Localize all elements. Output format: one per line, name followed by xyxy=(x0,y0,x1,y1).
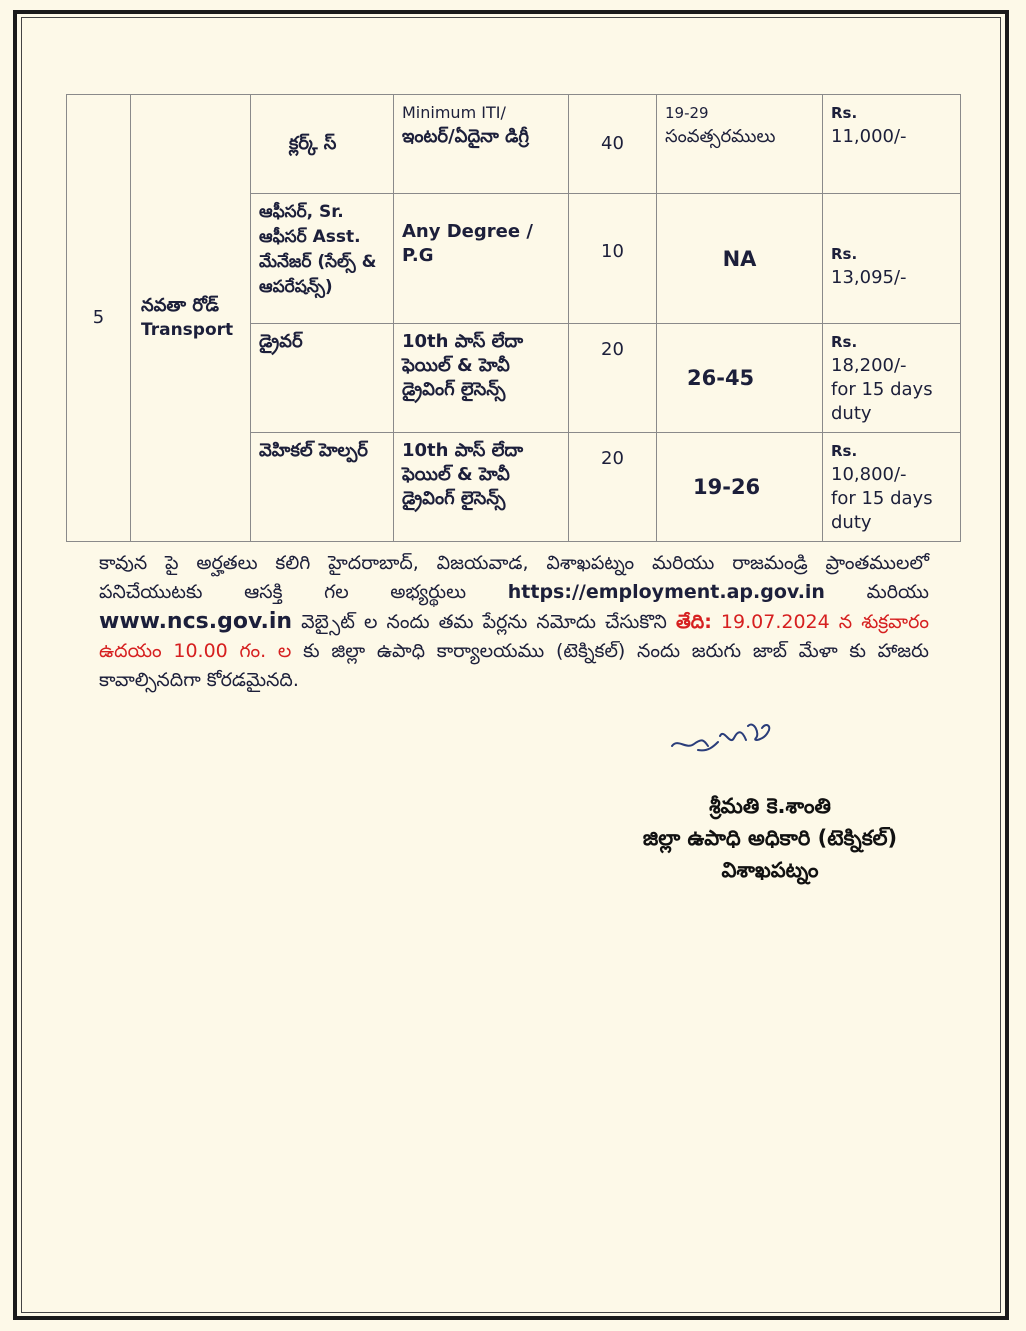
post-name-line: మేనేజర్ (సేల్స్ & xyxy=(259,252,377,272)
post-name-line: ఆఫీసర్ Asst. xyxy=(259,227,361,247)
salary-amount: 18,200/- xyxy=(831,355,907,376)
salary-note: for 15 days duty xyxy=(831,379,933,424)
age-limit: NA xyxy=(657,194,823,324)
officer-place: విశాఖపట్నం xyxy=(721,858,819,882)
post-name xyxy=(251,194,394,324)
officer-name: శ్రీమతి కె.శాంతి xyxy=(709,794,831,818)
notice-text: కు జిల్లా ఉపాధి కార్యాలయము (టెక్నికల్) నందు జరుగు జాబ్ మేళా కు హాజరు కావాల్సినదిగా కోరడమైనది. xyxy=(99,640,929,691)
post-name: వెహికల్ హెల్పర్ xyxy=(251,433,394,542)
vacancy-count: 20 xyxy=(569,433,657,542)
age-unit: సంవత్సరములు xyxy=(665,126,776,147)
age-limit: 26-45 xyxy=(657,324,823,433)
salary xyxy=(823,194,961,324)
qualification: Any Degree / P.G xyxy=(394,194,569,324)
salary xyxy=(823,95,961,194)
notice-text: కావున పై అర్హతలు కలిగి హైదరాబాద్, విజయవాడ, విశాఖపట్నం మరియు రాజమండ్రి ప్రాంతములలో పనిచేయుటకు ఆసక్తి గల అభ్యర్థులు xyxy=(99,552,929,603)
salary-amount: 13,095/- xyxy=(831,267,907,288)
notice-paragraph xyxy=(99,549,929,695)
signature-block xyxy=(560,790,980,886)
salary-amount: 11,000/- xyxy=(831,126,907,147)
salary-currency: Rs. xyxy=(831,333,858,351)
salary-currency: Rs. xyxy=(831,104,858,122)
qualification: 10th పాస్ లేదా ఫెయిల్ & హెవీ డ్రైవింగ్ లైసెన్స్ xyxy=(394,433,569,542)
handwritten-signature xyxy=(668,716,778,762)
date-label: తేది: xyxy=(676,611,712,633)
job-mela-date: 19.07.2024 న శుక్రవారం ఉదయం 10.00 గం. ల xyxy=(99,611,929,662)
ncs-website-link: www.ncs.gov.in xyxy=(99,609,293,634)
vacancy-count: 20 xyxy=(569,324,657,433)
age-limit xyxy=(657,95,823,194)
vacancy-count: 40 xyxy=(569,95,657,194)
post-name: క్లర్క్ స్ xyxy=(251,95,394,194)
post-name: డ్రైవర్ xyxy=(251,324,394,433)
qualification-line: Minimum ITI/ xyxy=(402,103,506,122)
organization-name xyxy=(131,95,251,542)
salary xyxy=(823,324,961,433)
jobs-table xyxy=(66,94,961,542)
organization-telugu: నవతా రోడ్ xyxy=(141,295,219,316)
salary-currency: Rs. xyxy=(831,442,858,460)
employment-website-link: https://employment.ap.gov.in xyxy=(507,581,825,603)
salary-currency: Rs. xyxy=(831,245,858,263)
post-name-line: ఆఫీసర్, Sr. xyxy=(259,202,344,222)
age-limit: 19-26 xyxy=(657,433,823,542)
serial-number: 5 xyxy=(67,95,131,542)
officer-designation: జిల్లా ఉపాధి అధికారి (టెక్నికల్) xyxy=(642,826,898,850)
qualification-line: ఇంటర్/ఏదైనా డిగ్రీ xyxy=(402,126,529,147)
notice-text: మరియు xyxy=(866,581,929,603)
notice-text: వెబ్సైట్ ల నందు తమ పేర్లను నమోదు చేసుకొని xyxy=(301,611,667,633)
post-name-line: ఆపరేషన్స్) xyxy=(259,277,333,297)
qualification xyxy=(394,95,569,194)
salary-amount: 10,800/- xyxy=(831,464,907,485)
age-range: 19-29 xyxy=(665,104,709,122)
salary xyxy=(823,433,961,542)
vacancy-count: 10 xyxy=(569,194,657,324)
salary-note: for 15 days duty xyxy=(831,488,933,533)
organization-english: Transport xyxy=(141,320,234,340)
table-row xyxy=(67,95,961,194)
qualification: 10th పాస్ లేదా ఫెయిల్ & హెవీ డ్రైవింగ్ లైసెన్స్ xyxy=(394,324,569,433)
